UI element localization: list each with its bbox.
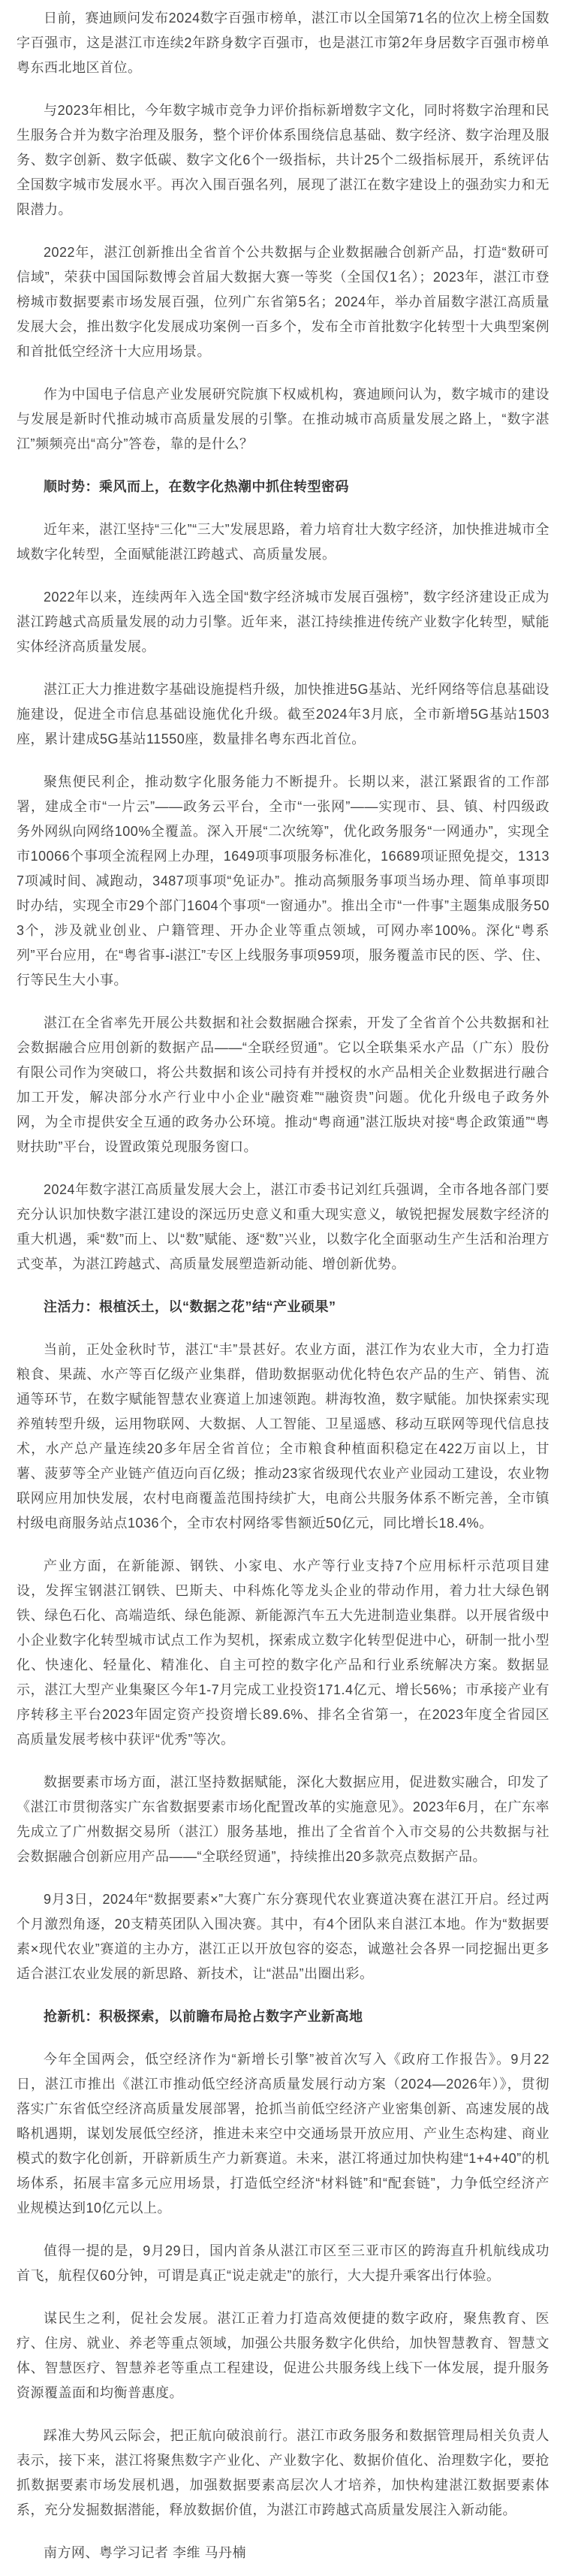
article-paragraph: 踩准大势风云际会，把正航向破浪前行。湛江市政务服务和数据管理局相关负责人表示，接下来，湛江将聚焦数字产业化、产业数字化、数据价值化、治理数字化，要抢抓数据要素市场发展机遇，加强数据要素高层次人才培养，加快构建湛江数据要素体系，充分发掘数据潜能，释放数据价值，为湛江市跨越式高质量发展注入新动能。 — [17, 2428, 549, 2517]
article-paragraph: 湛江在全省率先开展公共数据和社会数据融合探索，开发了全省首个公共数据和社会数据融合应用创新的数据产品——“全联经贸通”。它以全联集采水产品（广东）股份有限公司作为突破口，将公共数据和该公司持有并授权的水产品相关企业数据进行融合加工开发，解决部分水产行业中小企业“融资难”“融资贵”问题。优化升级电子政务外网，为全市提供安全互通的政务办公环境。推动“粤商通”湛江版块对接“粤企政策通”“粤财扶助”平台，设置政策兑现服务窗口。 — [17, 1015, 549, 1154]
article-paragraph: 今年全国两会，低空经济作为“新增长引擎”被首次写入《政府工作报告》。9月22日，湛江市推出《湛江市推动低空经济高质量发展行动方案（2024—2026年）》，贯彻落实广东省低空经济高质量发展部署，抢抓当前低空经济产业密集创新、高速发展的战略机遇期，谋划发展低空经济，推进未来空中交通场景开放应用、产业生态构建、商业模式的数字化创新，开辟新质生产力新赛道。未来，湛江将通过加快构建“1+4+40”的机场体系，拓展丰富多元应用场景，打造低空经济“材料链”和“配套链”，力争低空经济产业规模达到10亿元以上。 — [17, 2052, 549, 2216]
section-heading: 抢新机：积极探索，以前瞻布局抢占数字产业新高地 — [44, 2009, 363, 2024]
article-paragraph: 近年来，湛江坚持“三化”“三大”发展思路，着力培育壮大数字经济，加快推进城市全域数字化转型，全面赋能湛江跨越式、高质量发展。 — [17, 522, 549, 562]
article-paragraph: 值得一提的是，9月29日，国内首条从湛江市区至三亚市区的跨海直升机航线成功首飞，航程仅60分钟，可谓是真正“说走就走”的旅行，大大提升乘客出行体验。 — [17, 2243, 549, 2283]
article-paragraph: 谋民生之利，促社会发展。湛江正着力打造高效便捷的数字政府，聚焦教育、医疗、住房、就业、养老等重点领域，加强公共服务数字化供给，加快智慧教育、智慧文体、智慧医疗、智慧养老等重点工程建设，促进公共服务线上线下一体发展，提升服务资源覆盖面和均衡普惠度。 — [17, 2311, 549, 2400]
article-paragraph: 2022年以来，连续两年入选全国“数字经济城市发展百强榜”，数字经济建设正成为湛江跨越式高质量发展的动力引擎。近年来，湛江持续推进传统产业数字化转型，赋能实体经济高质量发展。 — [17, 590, 549, 654]
article-byline: 南方网、粤学习记者 李维 马丹楠 — [44, 2545, 247, 2560]
section-heading: 注活力：根植沃土，以“数据之花”结“产业硕果” — [44, 1299, 336, 1314]
section-heading: 顺时势：乘风而上，在数字化热潮中抓住转型密码 — [44, 479, 349, 494]
article-paragraph: 产业方面，在新能源、钢铁、小家电、水产等行业支持7个应用标杆示范项目建设，发挥宝钢湛江钢铁、巴斯夫、中科炼化等龙头企业的带动作用，着力壮大绿色钢铁、绿色石化、高端造纸、绿色能源、新能源汽车五大先进制造业集群。以开展省级中小企业数字化转型城市试点工作为契机，探索成立数字化转型促进中心，研制一批小型化、快速化、轻量化、精准化、自主可控的数字化产品和行业系统解决方案。数据显示，湛江大型产业集聚区今年1-7月完成工业投资171.4亿元、增长56%；市承接产业有序转移主平台2023年固定资产投资增长89.6%、排名全省第一，在2023年度全省园区高质量发展考核中获评“优秀”等次。 — [17, 1558, 549, 1747]
article-paragraph: 聚焦便民利企，推动数字化服务能力不断提升。长期以来，湛江紧跟省的工作部署，建成全市“一片云”——政务云平台，全市“一张网”——实现市、县、镇、村四级政务外网纵向网络100%全覆盖。深入开展“二次统筹”，优化政务服务“一网通办”，实现全市10066个事项全流程网上办理，1649项事项服务标准化，16689项证照免提交，13137项减时间、减跑动，3487项事项“免证办”。推动高频服务事项当场办理、简单事项即时办结，实现全市29个部门1604个事项“一窗通办”。推出全市“一件事”主题集成服务503个，涉及就业创业、户籍管理、开办企业等重点领域，可网办率100%。深化“粤系列”平台应用，在“粤省事-i湛江”专区上线服务事项959项，服务覆盖市民的医、学、住、行等民生大小事。 — [17, 774, 549, 988]
article-paragraph: 湛江正大力推进数字基础设施提档升级，加快推进5G基站、光纤网络等信息基础设施建设，促进全市信息基础设施优化升级。截至2024年3月底，全市新增5G基站1503座，累计建成5G基站11550座，数量排名粤东西北首位。 — [17, 682, 549, 747]
article-paragraph: 2024年数字湛江高质量发展大会上，湛江市委书记刘红兵强调，全市各地各部门要充分认识加快数字湛江建设的深远历史意义和重大现实意义，敏锐把握发展数字经济的重大机遇，乘“数”而上、以“数”赋能、逐“数”兴业，以数字化全面驱动生产生活和治理方式变革，为湛江跨越式、高质量发展塑造新动能、增创新优势。 — [17, 1182, 549, 1271]
article-paragraph: 作为中国电子信息产业发展研究院旗下权威机构，赛迪顾问认为，数字城市的建设与发展是新时代推动城市高质量发展的引擎。在推动城市高质量发展之路上，“数字湛江”频频亮出“高分”答卷，靠的是什么？ — [17, 387, 549, 451]
article-paragraph: 9月3日，2024年“数据要素×”大赛广东分赛现代农业赛道决赛在湛江开启。经过两个月激烈角逐，20支精英团队入围决赛。其中，有4个团队来自湛江本地。作为“数据要素×现代农业”赛道的主办方，湛江正以开放包容的姿态，诚邀社会各界一同挖掘出更多适合湛江农业发展的新思路、新技术，让“湛品”出圈出彩。 — [17, 1892, 549, 1981]
article-paragraph: 数据要素市场方面，湛江坚持数据赋能，深化大数据应用，促进数实融合，印发了《湛江市贯彻落实广东省数据要素市场化配置改革的实施意见》。2023年6月，在广东率先成立了广州数据交易所（湛江）服务基地，推出了全省首个入市交易的公共数据与社会数据融合创新应用产品——“全联经贸通”，持续推出20多款亮点数据产品。 — [17, 1775, 549, 1864]
article-paragraph: 2022年，湛江创新推出全省首个公共数据与企业数据融合创新产品，打造“数研可信域”，荣获中国国际数博会首届大数据大赛一等奖（全国仅1名）；2023年，湛江市登榜城市数据要素市场发展百强，位列广东省第5名；2024年，举办首届数字湛江高质量发展大会，推出数字化发展成功案例一百多个，发布全市首批数字化转型十大典型案例和首批低空经济十大应用场景。 — [17, 245, 549, 359]
article-paragraph: 与2023年相比，今年数字城市竞争力评价指标新增数字文化，同时将数字治理和民生服务合并为数字治理及服务，整个评价体系围绕信息基础、数字经济、数字治理及服务、数字创新、数字低碳、数字文化6个一级指标，共计25个二级指标展开，系统评估全国数字城市发展水平。再次入围百强名列，展现了湛江在数字建设上的强劲实力和无限潜力。 — [17, 103, 549, 217]
article-paragraph: 当前，正处金秋时节，湛江“丰”景甚好。农业方面，湛江作为农业大市，全力打造粮食、果蔬、水产等百亿级产业集群，借助数据驱动优化特色农产品的生产、销售、流通等环节，在数字赋能智慧农业赛道上加速领跑。耕海牧渔，数字赋能。加快探索实现养殖转型升级，运用物联网、大数据、人工智能、卫星遥感、移动互联网等现代信息技术，水产总产量连续20多年居全省首位；全市粮食种植面积稳定在422万亩以上，甘薯、菠萝等全产业链产值迈向百亿级；推动23家省级现代农业产业园动工建设，农业物联网应用加快发展，农村电商覆盖范围持续扩大，电商公共服务体系不断完善，全市镇村级电商服务站点1036个，全市农村网络零售额近50亿元，同比增长18.4%。 — [17, 1342, 549, 1531]
article-paragraph: 日前，赛迪顾问发布2024数字百强市榜单，湛江市以全国第71名的位次上榜全国数字百强市，这是湛江市连续2年跻身数字百强市，也是湛江市第2年身居数字百强市榜单粤东西北地区首位。 — [17, 11, 549, 75]
